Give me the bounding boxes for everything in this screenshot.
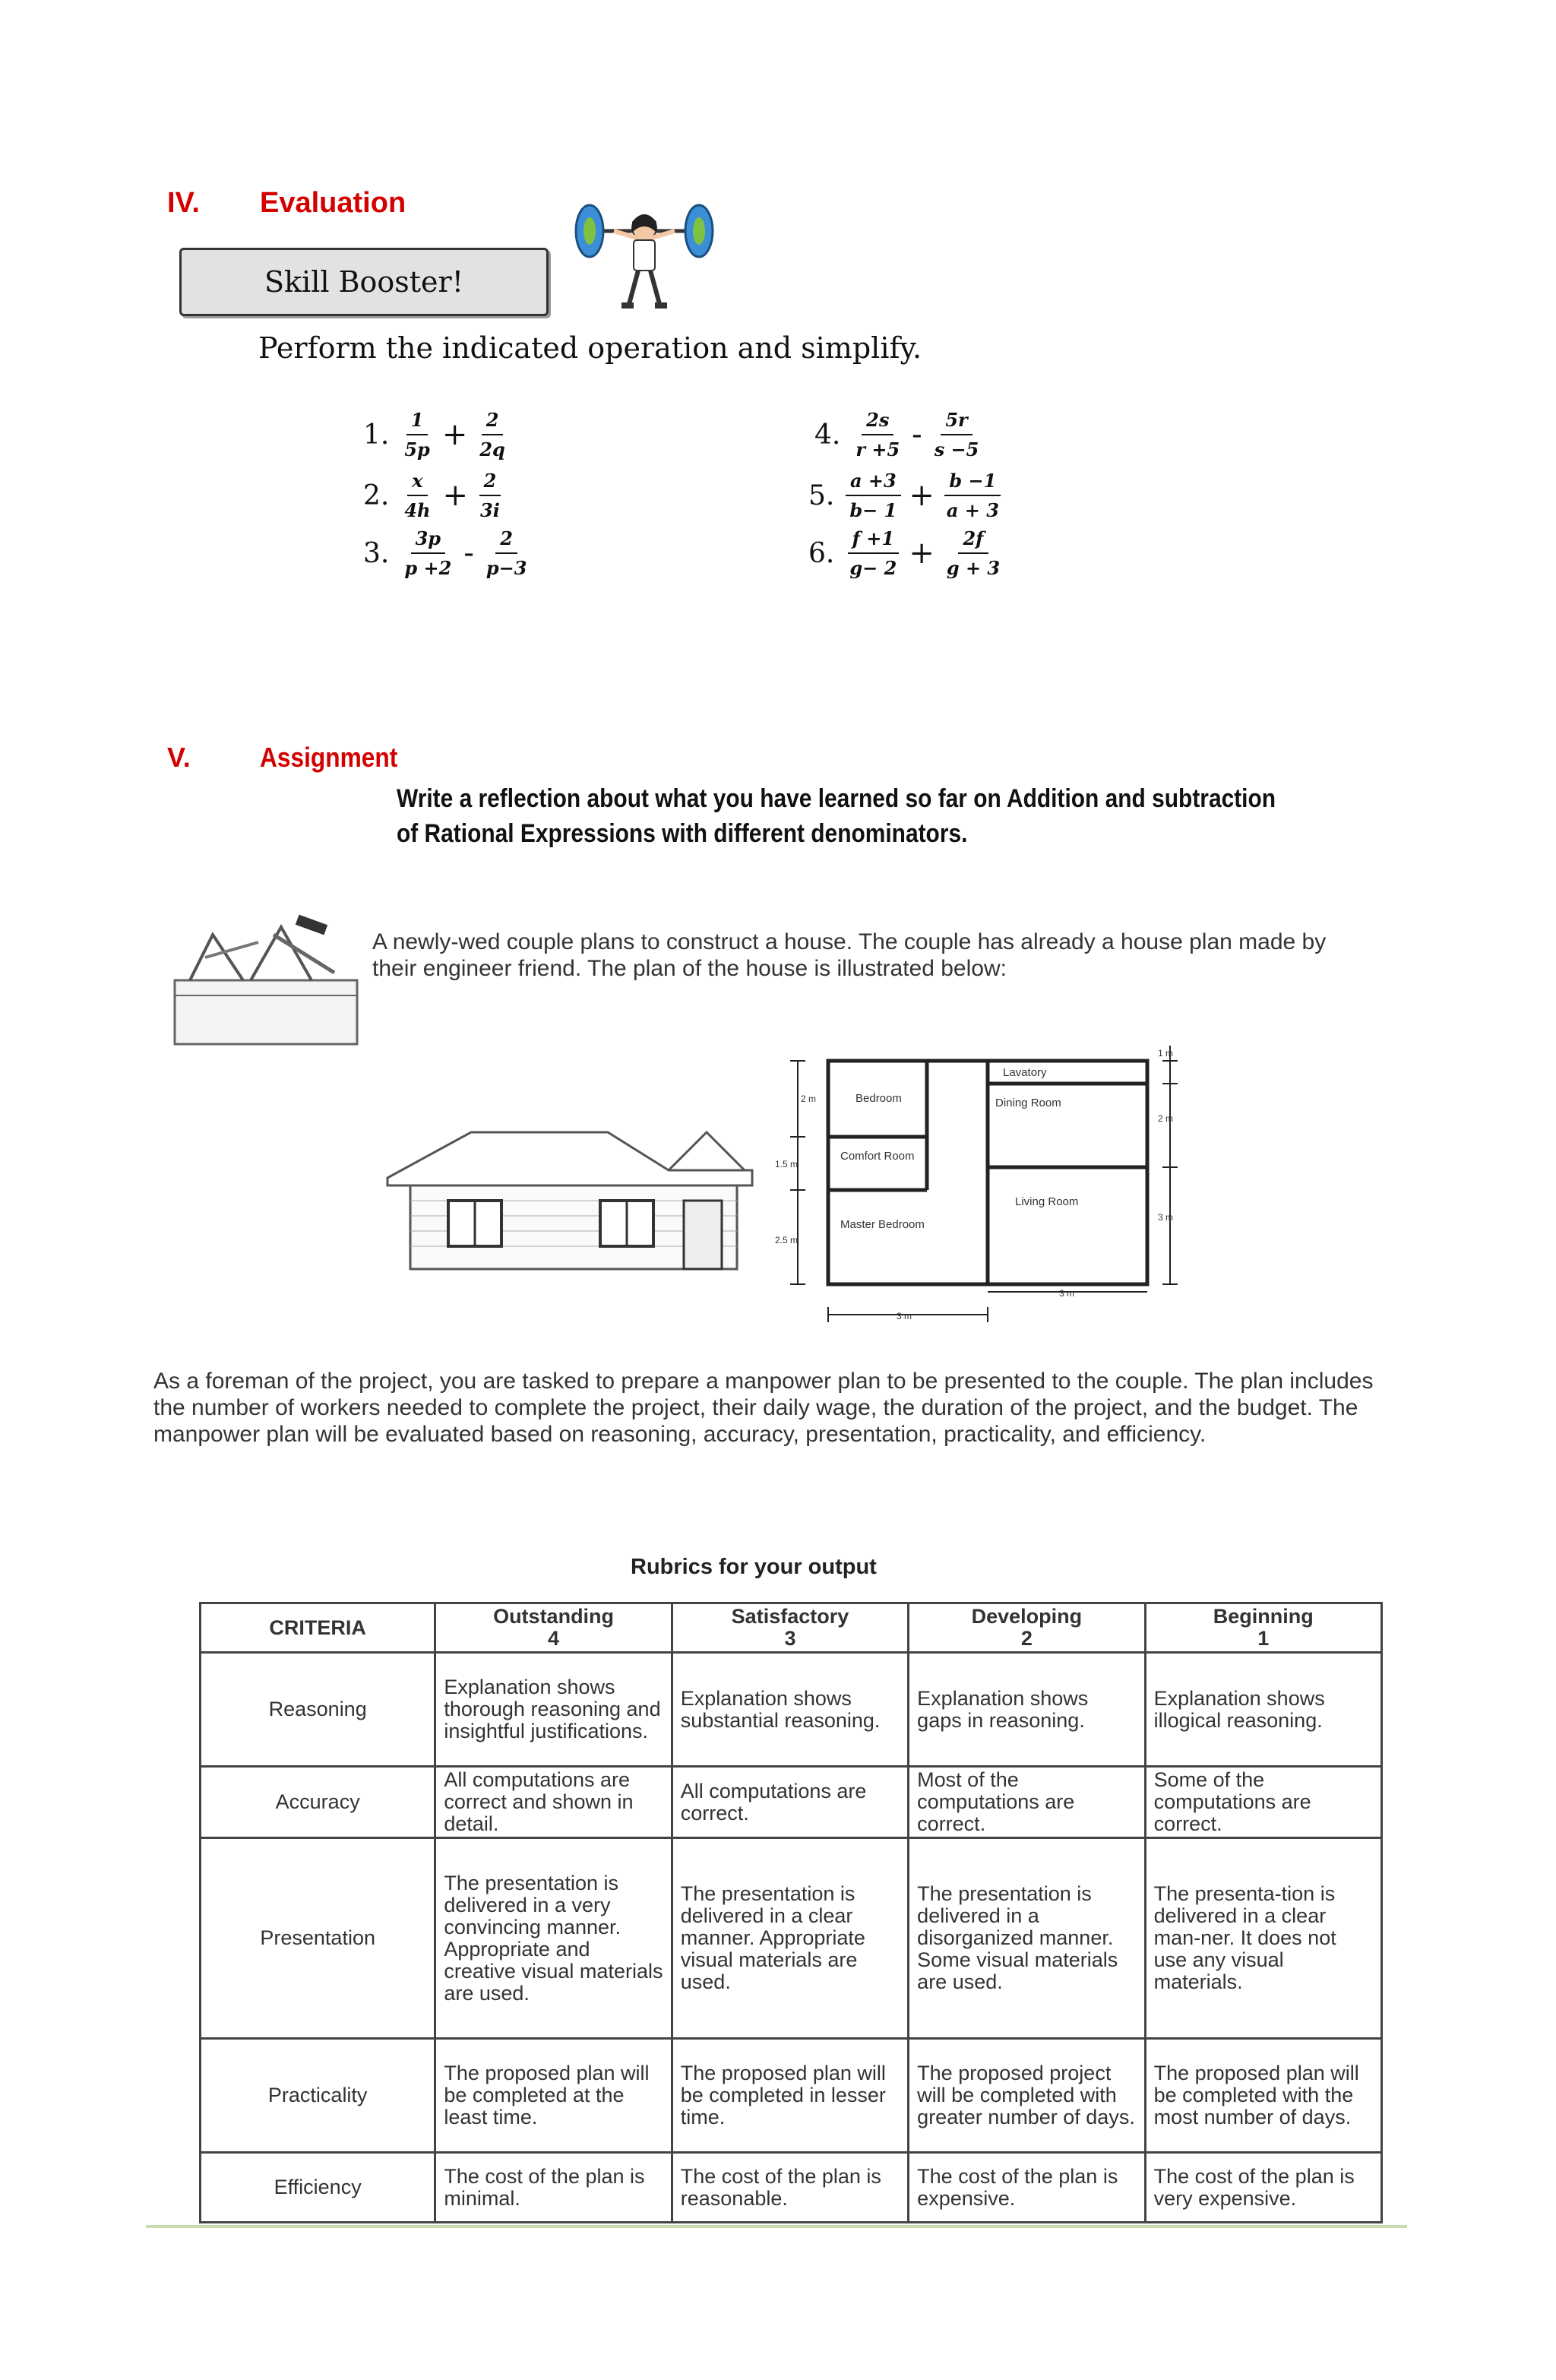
dimension-label: 2 m [1158,1113,1174,1124]
rubric-cell: All computations are correct and shown in detail. [435,1767,672,1838]
dimension-label: 3 m [897,1311,912,1321]
table-row [201,1838,1382,2039]
dimension-label: 3 m [1059,1288,1075,1299]
criteria-cell: Practicality [201,2039,435,2153]
rubric-cell: Explanation shows thorough reasoning and insightful justifications. [435,1653,672,1767]
section-4-title: Evaluation [260,187,406,219]
problem-number: 6. [808,537,835,569]
rubric-cell: Most of the computations are correct. [909,1767,1145,1838]
fraction: $\frac{1}{5p}$ [404,409,430,460]
header-outstanding: Outstanding 4 [435,1603,672,1653]
problem-number: 5. [808,479,835,511]
operator: + [442,478,469,513]
problem-1 [363,404,513,465]
table-row [201,2153,1382,2223]
rubric-cell: The proposed project will be completed with greater number of days. [909,2039,1145,2153]
rubric-header-row [201,1603,1382,1653]
room-label: Comfort Room [840,1150,915,1163]
weightlifter-illustration [568,199,720,313]
dimension-label: 1 m [1158,1048,1174,1059]
rubric-cell: Some of the computations are correct. [1145,1767,1381,1838]
operator: + [441,417,468,452]
room-label: Bedroom [855,1092,902,1105]
footer-divider [146,2225,1407,2228]
criteria-cell: Reasoning [201,1653,435,1767]
rubric-cell: The proposed plan will be completed with the most number of days. [1145,2039,1381,2153]
problem-5 [808,465,1007,526]
rubric-table [199,1602,1383,2223]
table-row [201,1653,1382,1767]
foreman-paragraph: As a foreman of the project, you are tasked to prepare a manpower plan to be presented to the couple. The plan includes the number of workers needed to complete the project, their daily wage, the duration of the project, and the budget. The manpower plan will be evaluated based on reasoning, accuracy, presentation, practicality, and efficiency. [153,1369,1374,1447]
floor-plan-diagram [775,1033,1185,1337]
room-label: Living Room [1015,1195,1079,1208]
fraction: $\frac{3p}{p +2}$ [404,527,452,579]
dimension-label: 3 m [1158,1212,1174,1223]
fraction: $\frac{5r}{s -5}$ [934,409,979,460]
header-satisfactory: Satisfactory 3 [672,1603,908,1653]
rubric-cell: The presenta-tion is delivered in a clear man-ner. It does not use any visual materials. [1145,1838,1381,2039]
operator: - [912,417,922,452]
operator: + [909,478,935,513]
fraction: $\frac{2}{3i}$ [480,470,500,521]
section-5-number: V. [167,742,191,773]
section-4-number: IV. [167,187,200,219]
fraction: $\frac{b -1}{a + 3}$ [942,470,1004,521]
rubric-cell: The proposed plan will be completed at the least time. [435,2039,672,2153]
rubric-cell: The proposed plan will be completed in lesser time. [672,2039,908,2153]
rubric-cell: The cost of the plan is very expensive. [1145,2153,1381,2223]
rubric-cell: Explanation shows illogical reasoning. [1145,1653,1381,1767]
header-developing: Developing 2 [909,1603,1145,1653]
rubric-cell: The presentation is delivered in a clear manner. Appropriate visual materials are used. [672,1838,908,2039]
header-criteria: CRITERIA [201,1603,435,1653]
rubric-cell: The cost of the plan is reasonable. [672,2153,908,2223]
rubric-cell: All computations are correct. [672,1767,908,1838]
table-row [201,1767,1382,1838]
operator: - [463,536,474,571]
dimension-label: 2 m [801,1093,817,1104]
problem-number: 1. [363,419,390,451]
toolbox-illustration [160,912,372,1049]
skill-booster-banner: Skill Booster! [179,248,549,316]
fraction: $\frac{2}{2q}$ [479,409,505,460]
operator: + [909,536,935,571]
criteria-cell: Efficiency [201,2153,435,2223]
rubric-cell: Explanation shows gaps in reasoning. [909,1653,1145,1767]
assignment-text: Write a reflection about what you have learned so far on Addition and subtraction of Rational Expressions with different denominators. [397,784,1276,848]
room-label: Lavatory [1003,1066,1047,1079]
problem-number: 4. [814,419,841,451]
header-beginning: Beginning 1 [1145,1603,1381,1653]
problem-number: 3. [363,537,390,569]
problem-2 [363,465,508,526]
fraction: $\frac{2}{p-3}$ [485,527,527,579]
problem-6 [808,523,1007,584]
instruction-text: Perform the indicated operation and simplify. [258,331,922,365]
criteria-cell: Presentation [201,1838,435,2039]
rubric-cell: The cost of the plan is expensive. [909,2153,1145,2223]
room-label: Master Bedroom [840,1218,925,1231]
rubric-title: Rubrics for your output [631,1555,877,1579]
fraction: $\frac{f +1}{g- 2}$ [845,527,901,579]
fraction: $\frac{2s}{r +5}$ [855,409,900,460]
fraction: $\frac{a +3}{b- 1}$ [845,470,901,521]
rubric-cell: The presentation is delivered in a disorganized manner. Some visual materials are used. [909,1838,1145,2039]
rubric-cell: The presentation is delivered in a very convincing manner. Appropriate and creative visual materials are used. [435,1838,672,2039]
problem-3 [363,523,534,584]
section-5-title: Assignment [260,742,398,773]
fraction: $\frac{2f}{g + 3}$ [946,527,1001,579]
rubric-cell: Explanation shows substantial reasoning. [672,1653,908,1767]
dimension-label: 2.5 m [775,1235,799,1245]
rubric-cell: The cost of the plan is minimal. [435,2153,672,2223]
problem-4 [814,404,986,465]
problem-number: 2. [363,479,390,511]
dimension-label: 1.5 m [775,1159,799,1169]
room-label: Dining Room [995,1097,1061,1109]
house-illustration [380,1125,760,1277]
table-row [201,2039,1382,2153]
criteria-cell: Accuracy [201,1767,435,1838]
intro-paragraph: A newly-wed couple plans to construct a house. The couple has already a house plan made by their engineer friend. The plan of the house is illustrated below: [372,929,1327,981]
fraction: $\frac{x}{4h}$ [404,470,431,521]
